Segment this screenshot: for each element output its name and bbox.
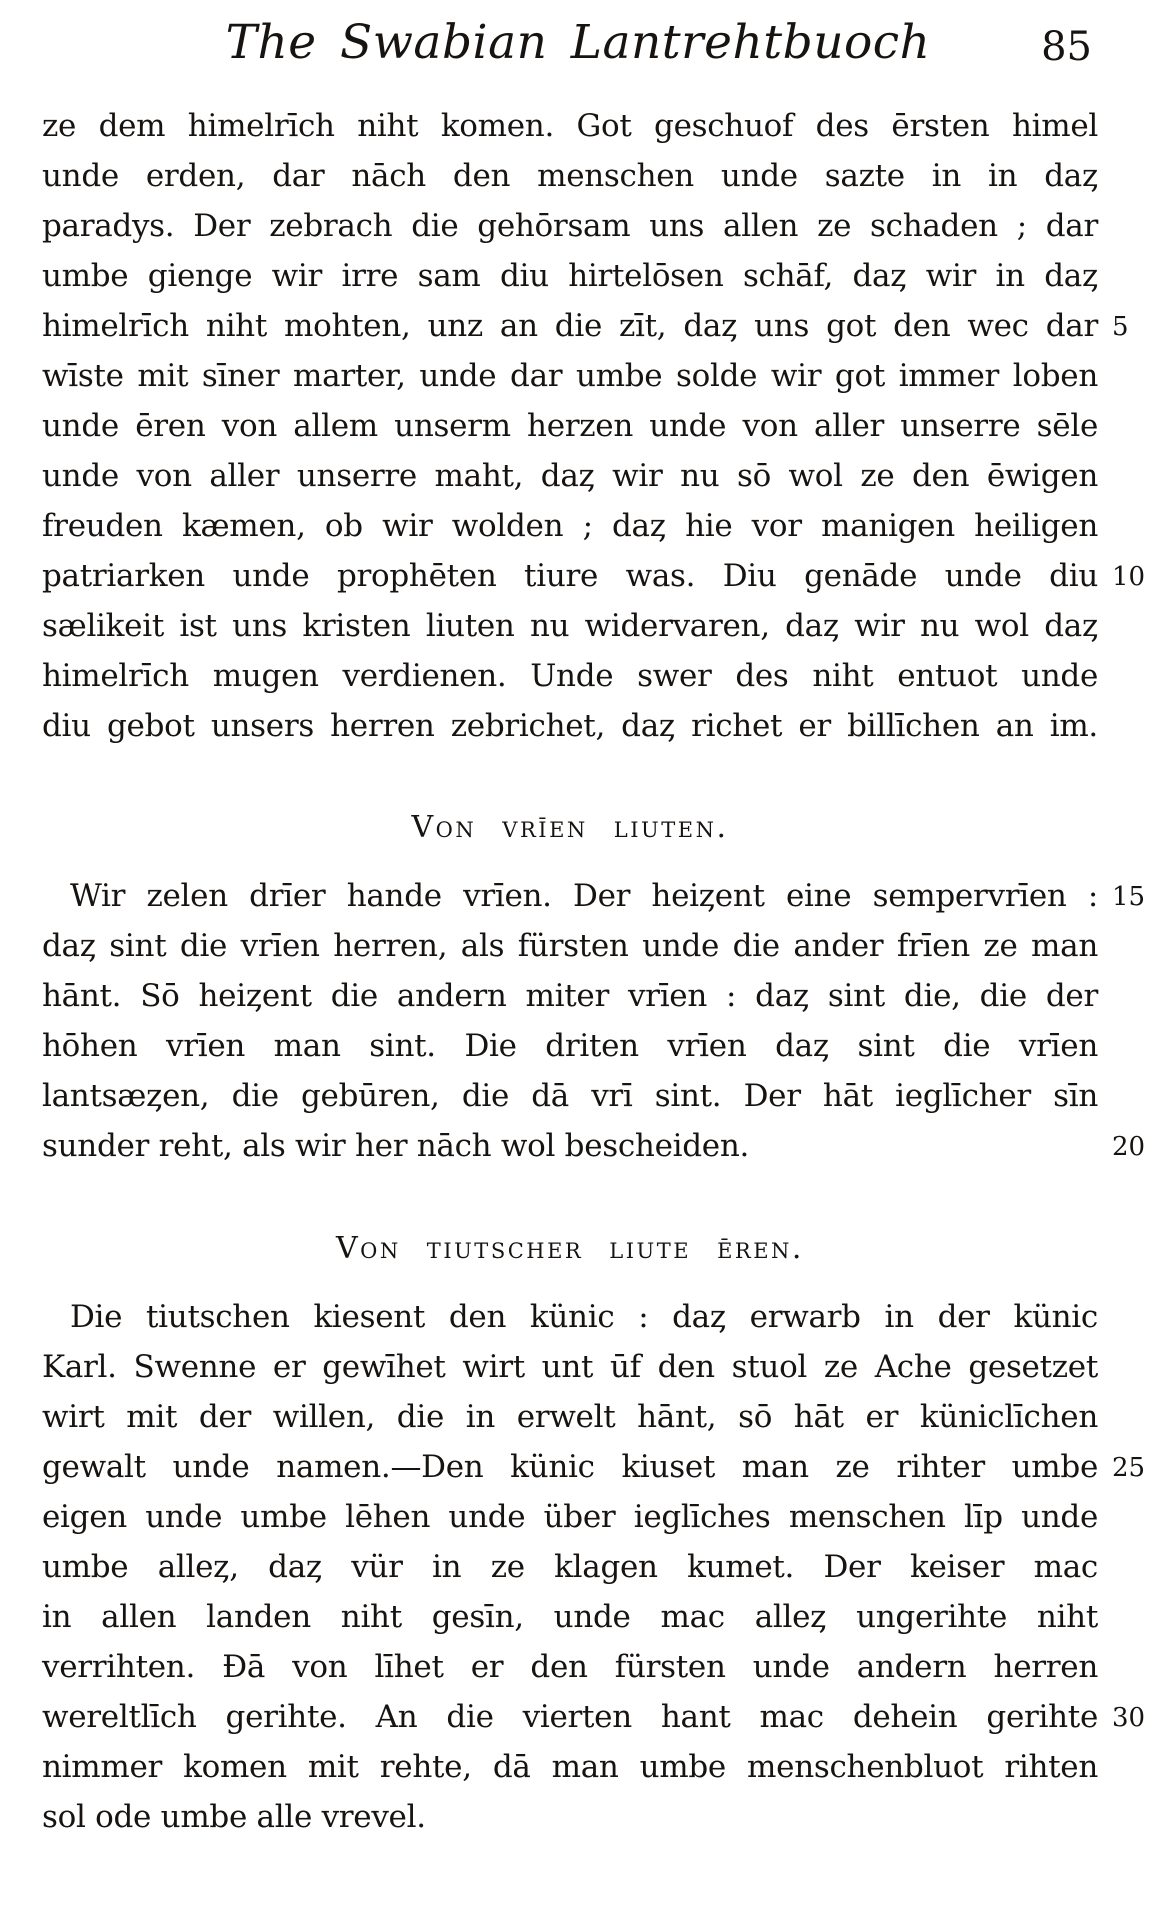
text-line	[42, 1021, 1098, 1071]
line-text: ze dem himelrīch niht komen. Got geschuof des ērsten himel	[42, 108, 1098, 144]
text-line	[42, 301, 1129, 351]
running-title: The Swabian Lantrehtbuoch	[225, 15, 931, 70]
margin-line-number: 5	[1112, 312, 1129, 342]
running-head	[0, 14, 1156, 72]
text-line	[42, 501, 1098, 551]
text-line	[42, 1642, 1098, 1692]
margin-line-number: 30	[1112, 1703, 1146, 1733]
paragraph	[42, 1292, 1146, 1842]
section-continuation	[42, 101, 1146, 751]
text-line	[42, 401, 1098, 451]
text-line	[42, 251, 1098, 301]
line-text: unde von aller unserre maht, daȥ wir nu sō wol ze den ēwigen	[42, 458, 1098, 494]
section-heading: Von tiutscher liute ēren.	[336, 1231, 804, 1266]
text-line	[42, 151, 1098, 201]
line-text: in allen landen niht gesīn, unde mac alleȥ ungerihte niht	[42, 1599, 1098, 1635]
margin-line-number: 15	[1112, 882, 1146, 912]
line-text: unde erden, dar nāch den menschen unde sazte in in daȥ	[42, 158, 1098, 194]
line-text: lantsæȥen, die gebūren, die dā vrī sint. Der hāt ieglīcher sīn	[42, 1078, 1098, 1114]
line-text: hānt. Sō heiȥent die andern miter vrīen : daȥ sint die, die der	[42, 978, 1098, 1014]
text-line	[42, 601, 1098, 651]
line-text: verrihten. Ðā von līhet er den fürsten unde andern herren	[42, 1649, 1098, 1685]
text-line	[42, 201, 1098, 251]
text-line	[42, 921, 1098, 971]
line-text: wereltlīch gerihte. An die vierten hant mac dehein gerihte	[42, 1699, 1098, 1735]
line-text: eigen unde umbe lēhen unde über ieglīches menschen līp unde	[42, 1499, 1098, 1535]
text-line	[42, 1292, 1098, 1342]
line-text: umbe alleȥ, daȥ vür in ze klagen kumet. Der keiser mac	[42, 1549, 1098, 1585]
text-line	[42, 1121, 1146, 1171]
text-line	[42, 871, 1146, 921]
text-line	[42, 101, 1098, 151]
line-text: patriarken unde prophēten tiure was. Diu genāde unde diu	[42, 558, 1098, 594]
line-text: daȥ sint die vrīen herren, als fürsten unde die ander frīen ze man	[42, 928, 1098, 964]
text-line	[42, 1442, 1146, 1492]
line-text: sælikeit ist uns kristen liuten nu widervaren, daȥ wir nu wol daȥ	[42, 608, 1098, 644]
line-text: unde ēren von allem unserm herzen unde von aller unserre sēle	[42, 408, 1098, 444]
line-text: wirt mit der willen, die in erwelt hānt, sō hāt er küniclīchen	[42, 1399, 1098, 1435]
text-line	[42, 1742, 1098, 1792]
page-number: 85	[1041, 24, 1092, 70]
section-heading: Von vrīen liuten.	[411, 810, 729, 845]
text-line	[42, 351, 1098, 401]
text-line	[42, 1692, 1146, 1742]
line-text: himelrīch mugen verdienen. Unde swer des niht entuot unde	[42, 658, 1098, 694]
section-von-tiutscher-liute-eren	[42, 1226, 1146, 1842]
margin-line-number: 20	[1112, 1132, 1146, 1162]
line-text: himelrīch niht mohten, unz an die zīt, daȥ uns got den wec dar	[42, 308, 1098, 344]
line-text: Karl. Swenne er gewīhet wirt unt ūf den stuol ze Ache gesetzet	[42, 1349, 1098, 1385]
text-line	[42, 1792, 1098, 1842]
line-text: hōhen vrīen man sint. Die driten vrīen daȥ sint die vrīen	[42, 1028, 1098, 1064]
line-text: Die tiutschen kiesent den künic : daȥ erwarb in der künic	[70, 1299, 1098, 1335]
text-line	[42, 1392, 1098, 1442]
text-line	[42, 971, 1098, 1021]
text-line	[42, 1071, 1098, 1121]
margin-line-number: 25	[1112, 1453, 1146, 1483]
line-text: sunder reht, als wir her nāch wol bescheiden.	[42, 1128, 750, 1164]
text-line	[42, 1592, 1098, 1642]
line-text: freuden kæmen, ob wir wolden ; daȥ hie vor manigen heiligen	[42, 508, 1098, 544]
text-line	[42, 1342, 1098, 1392]
text-line	[42, 651, 1098, 701]
paragraph	[42, 101, 1146, 751]
line-text: nimmer komen mit rehte, dā man umbe menschenbluot rihten	[42, 1749, 1098, 1785]
line-text: wīste mit sīner marter, unde dar umbe solde wir got immer loben	[42, 358, 1098, 394]
text-line	[42, 1542, 1098, 1592]
margin-line-number: 10	[1112, 562, 1146, 592]
line-text: gewalt unde namen.—Den künic kiuset man ze rihter umbe	[42, 1449, 1098, 1485]
text-line	[42, 701, 1098, 751]
text-line	[42, 1492, 1098, 1542]
text-line	[42, 451, 1098, 501]
line-text: sol ode umbe alle vrevel.	[42, 1799, 426, 1835]
paragraph	[42, 871, 1146, 1171]
body-text	[42, 101, 1146, 1842]
line-text: paradys. Der zebrach die gehōrsam uns allen ze schaden ; dar	[42, 208, 1098, 244]
line-text: diu gebot unsers herren zebrichet, daȥ richet er billīchen an im.	[42, 708, 1098, 744]
section-von-vrien-liuten	[42, 805, 1146, 1171]
line-text: umbe gienge wir irre sam diu hirtelōsen schāf, daȥ wir in daȥ	[42, 258, 1098, 294]
line-text: Wir zelen drīer hande vrīen. Der heiȥent eine sempervrīen :	[70, 878, 1098, 914]
text-line	[42, 551, 1146, 601]
